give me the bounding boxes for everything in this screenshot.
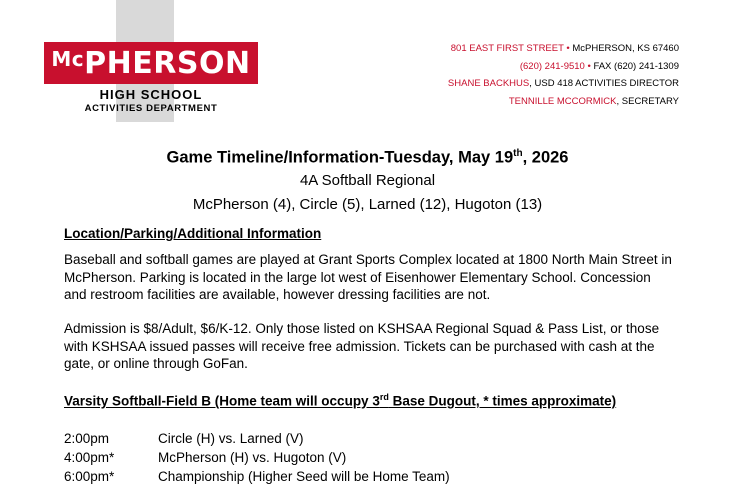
location-heading: Location/Parking/Additional Information (64, 226, 322, 241)
logo-mc: Mc (51, 47, 85, 71)
event-subtitle: 4A Softball Regional (299, 172, 436, 189)
contact-block (448, 40, 679, 110)
schedule-heading: Varsity Softball-Field B (Home team will occupy 3rd Base Dugout, * times approximate) (64, 392, 617, 409)
game-matchup: McPherson (H) vs. Hugoton (V) (158, 450, 347, 465)
location-paragraph: Baseball and softball games are played at Grant Sports Complex located at 1800 North Main Street in McPherson. Parking is located in the large lot west of Eisenhower Elementary School. Concession and restroom facilities are available, however dressing facilities are not. (64, 252, 672, 302)
schedule-row (64, 469, 450, 484)
logo-activities-department: ACTIVITIES DEPARTMENT (84, 103, 218, 114)
schedule-row (64, 450, 346, 465)
game-time: 2:00pm (64, 431, 110, 446)
schedule-row (64, 431, 304, 446)
contact-secretary: TENNILLE MCCORMICK, SECRETARY (508, 95, 679, 107)
game-time: 6:00pm* (64, 469, 115, 484)
school-logo (44, 42, 258, 84)
game-time: 4:00pm* (64, 450, 115, 465)
game-matchup: Championship (Higher Seed will be Home Team) (158, 469, 450, 484)
admission-paragraph: Admission is $8/Adult, $6/K-12. Only those listed on KSHSAA Regional Squad & Pass List, or those with KSHSAA issued passes will receive free admission. Tickets can be purchased with cash at the gate, or online through GoFan. (64, 321, 660, 371)
logo-high-school: HIGH SCHOOL (99, 87, 203, 102)
contact-address: 801 EAST FIRST STREET • McPHERSON, KS 67460 (450, 43, 679, 54)
teams-subtitle: McPherson (4), Circle (5), Larned (12), Hugoton (13) (192, 196, 543, 213)
contact-phone: (620) 241-9510 • FAX (620) 241-1309 (519, 60, 679, 72)
page-title: Game Timeline/Information-Tuesday, May 19th, 2026 (166, 148, 569, 167)
contact-director: SHANE BACKHUS, USD 418 ACTIVITIES DIRECTOR (447, 78, 679, 89)
game-matchup: Circle (H) vs. Larned (V) (158, 431, 304, 446)
logo-name: PHERSON (84, 45, 251, 81)
